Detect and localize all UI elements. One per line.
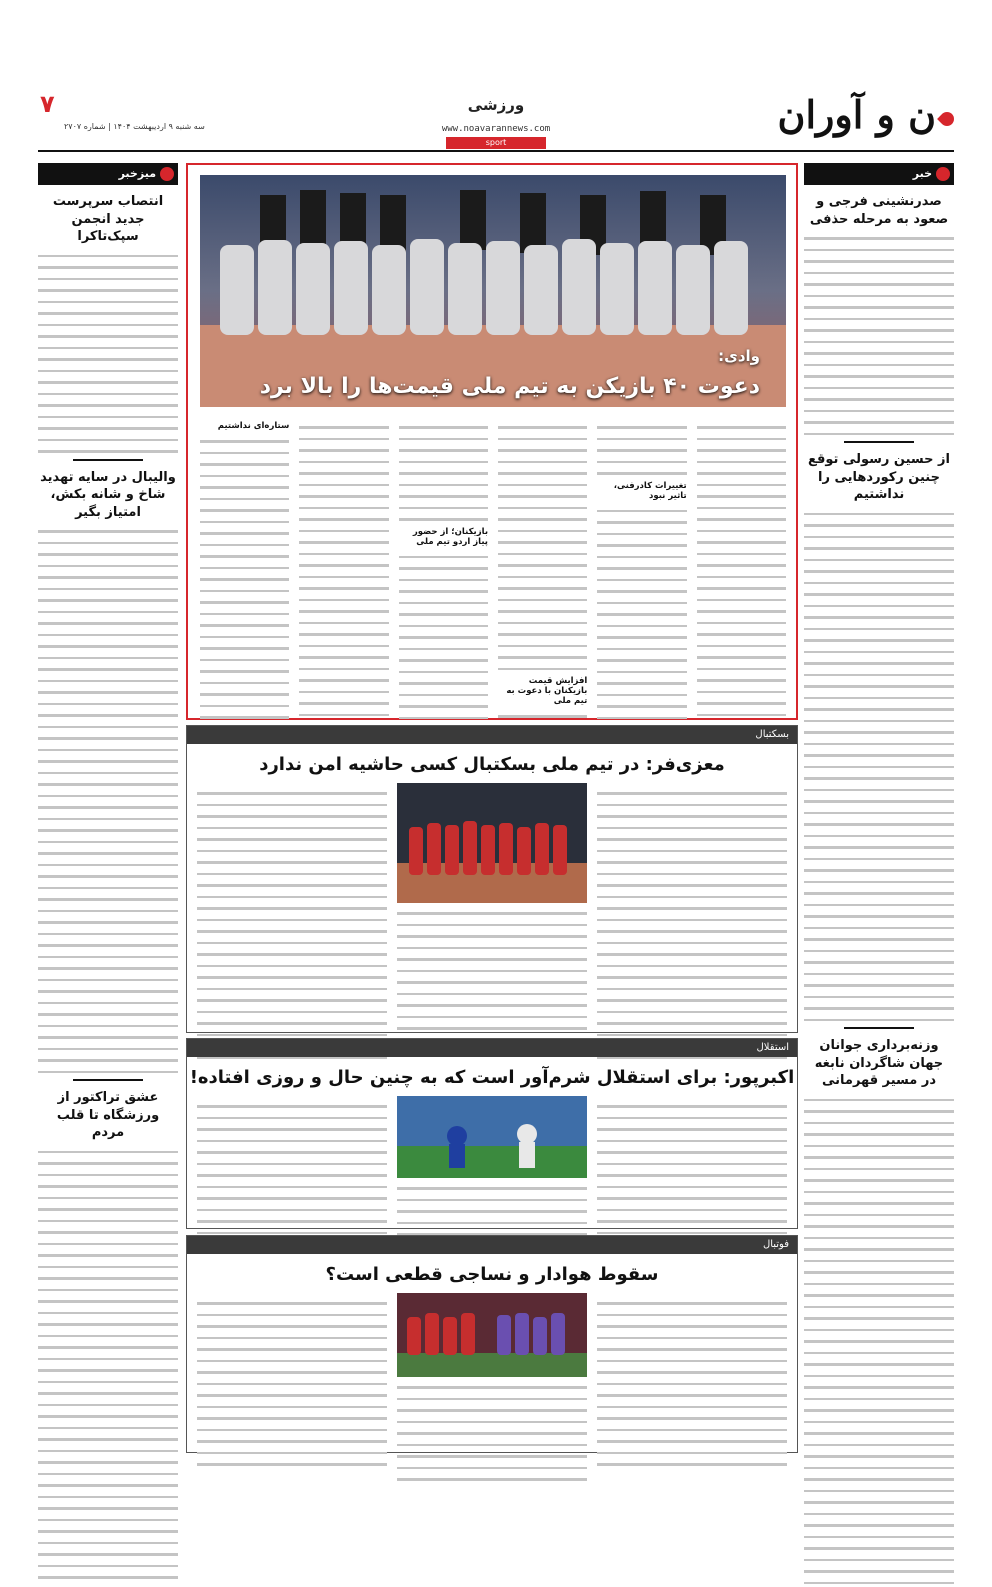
main-subhead: افزایش قیمت بازیکنان با دعوت به تیم ملی xyxy=(506,676,588,706)
esteghlal-col xyxy=(597,1096,787,1236)
main-subhead: ستاره‌ای نداشتیم xyxy=(217,421,290,431)
left-news-title-3[interactable]: عشق تراکتور از ورزشگاه تا قلب مردم xyxy=(56,1090,160,1141)
basketball-team-image xyxy=(397,783,587,903)
kicker-dot-icon xyxy=(936,167,950,181)
main-subhead: بازیکنان؛ از حضور پیاز اردو تیم ملی xyxy=(412,526,489,547)
basketball-col xyxy=(197,783,387,1059)
news-divider xyxy=(844,1027,914,1029)
left-news-title-1[interactable]: انتصاب سرپرست جدید انجمن سپک‌تاکرا xyxy=(52,194,164,245)
right-kicker-bar xyxy=(804,163,954,185)
volleyball-team-photo xyxy=(200,175,786,407)
football-col xyxy=(597,1293,787,1481)
left-news-body-2 xyxy=(38,530,178,1073)
esteghlal-body xyxy=(187,1096,797,1236)
football-headline[interactable]: سقوط هوادار و نساجی قطعی است؟ xyxy=(325,1264,659,1285)
page-number: ۷ xyxy=(40,90,55,118)
football-body xyxy=(187,1293,797,1481)
left-news-body-3 xyxy=(38,1151,178,1587)
right-news-body-2 xyxy=(804,513,954,1022)
esteghlal-col xyxy=(197,1096,387,1236)
basketball-photo-col xyxy=(397,783,587,1059)
header-rule xyxy=(38,150,954,152)
news-divider xyxy=(73,1079,143,1081)
right-news-title-1[interactable]: صدرنشینی فرجی و صعود به مرحله حذفی xyxy=(809,194,949,227)
main-story-headline[interactable]: دعوت ۴۰ بازیکن به تیم ملی قیمت‌ها را بالا برد xyxy=(259,374,760,399)
right-news-title-3[interactable]: وزنه‌برداری جوانان جهان شاگردان نابغه در مسیر قهرمانی xyxy=(814,1038,944,1089)
football-col xyxy=(197,1293,387,1481)
main-col xyxy=(200,417,289,713)
main-col xyxy=(498,417,587,713)
football-photo-col xyxy=(397,1293,587,1481)
football-story xyxy=(186,1235,798,1453)
right-news-body-1 xyxy=(804,237,954,435)
section-title: ورزشی xyxy=(467,96,525,114)
esteghlal-photo-col xyxy=(397,1096,587,1236)
left-kicker-bar xyxy=(38,163,178,185)
basketball-col xyxy=(597,783,787,1059)
esteghlal-headline[interactable]: اکبرپور: برای استقلال شرم‌آور است که به چنین حال و روزی افتاده! xyxy=(189,1067,795,1088)
football-match-image xyxy=(397,1096,587,1178)
basketball-headline[interactable]: معزی‌فر: در تیم ملی بسکتبال کسی حاشیه امن ندارد xyxy=(259,754,725,775)
left-news-column xyxy=(38,163,178,1587)
main-story-photo[interactable] xyxy=(200,175,786,407)
left-news-body-1 xyxy=(38,255,178,453)
newspaper-logo[interactable]: ن و آوران xyxy=(778,92,954,137)
right-news-body-3 xyxy=(804,1099,954,1587)
main-col xyxy=(299,417,388,713)
left-news-title-2[interactable]: والیبال در سایه تهدید شاخ و شانه بکش، امتیاز بگیر xyxy=(40,469,176,520)
issue-info: سه شنبه ۹ اردیبهشت ۱۴۰۴ | شماره ۲۷۰۷ xyxy=(64,122,205,131)
football-bar: فوتبال xyxy=(187,1236,797,1254)
right-news-column xyxy=(804,163,954,1587)
news-divider xyxy=(73,459,143,461)
main-col xyxy=(697,417,786,713)
main-story-body xyxy=(200,417,786,713)
right-news-title-2[interactable]: از حسین رسولی توقع چنین رکوردهایی را نداشتیم xyxy=(808,452,950,503)
basketball-photo[interactable] xyxy=(397,783,587,903)
main-subhead: تغییرات کادرفنی، تاثیر نبود xyxy=(613,480,687,501)
main-story-box xyxy=(186,163,798,720)
section-en-tag: sport xyxy=(446,137,546,149)
kicker-dot-icon xyxy=(160,167,174,181)
basketball-story xyxy=(186,725,798,1033)
football-team-image xyxy=(397,1293,587,1377)
left-kicker-label: میزخبر xyxy=(118,167,156,180)
right-kicker-label: خبر xyxy=(912,167,932,180)
main-story-kicker: وادی: xyxy=(718,347,760,365)
main-col xyxy=(597,417,686,713)
basketball-body xyxy=(187,783,797,1059)
site-url[interactable]: www.noavarannews.com xyxy=(441,124,551,134)
esteghlal-story xyxy=(186,1038,798,1229)
football-photo[interactable] xyxy=(397,1293,587,1377)
basketball-bar: بسکتبال xyxy=(187,726,797,744)
main-col xyxy=(399,417,488,713)
masthead xyxy=(0,0,992,160)
news-divider xyxy=(844,441,914,443)
esteghlal-photo[interactable] xyxy=(397,1096,587,1178)
esteghlal-bar: استقلال xyxy=(187,1039,797,1057)
